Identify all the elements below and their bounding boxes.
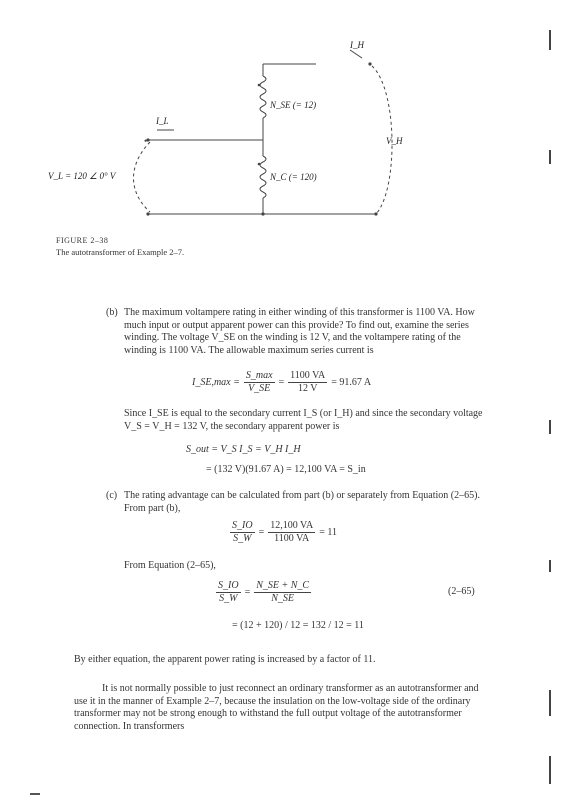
eq4-num-r: N_SE + N_C [256,580,310,591]
equation-series-current [192,370,371,395]
margin-rule [549,690,551,716]
terminal-dot [368,62,371,65]
eq3-num-r: 12,100 VA [270,520,314,531]
equation-2-65 [216,580,311,605]
common-winding-coil [260,156,266,198]
eq4-equals: = [244,587,251,598]
eq3-den-l: S_W [233,533,252,544]
eq1-den: V_SE [248,383,271,394]
margin-rule [549,560,551,572]
vl-label: V_L = 120 ∠ 0° V [48,171,116,181]
il-label: I_L [156,116,169,126]
eq4-right-fraction [254,580,311,605]
vh-label: V_H [386,136,403,146]
eq1-mid-fraction [288,370,327,395]
eq1-mid-den: 12 V [297,383,318,394]
closing-paragraph: It is not normally possible to just reconnect an ordinary transformer as an autotransformer and use it in the manner of Example 2–7, because the insulation on the low-voltage side of the ordinary transformer may not be strong enough to withstand the full output voltage of the autotransformer connection. In transformers [74,683,479,732]
margin-rule [549,756,551,784]
eq1-equals: = [278,377,285,388]
eq2-line2: = (132 V)(91.67 A) = 12,100 VA = S_in [206,464,366,475]
eq4-line2: = (12 + 120) / 12 = 132 / 12 = 11 [232,620,364,631]
page-corner-mark [30,793,40,795]
terminal-dot [374,212,377,215]
polarity-dot [258,84,261,87]
eq1-result: = 91.67 A [331,377,372,388]
equation-rating-ratio [230,520,337,545]
series-winding-coil [260,76,266,118]
part-c-text2: From Equation (2–65), [124,560,216,571]
part-b-text: The maximum voltampere rating in either winding of this transformer is 1100 VA. How much input or output apparent power can this provide? To find out, examine the series winding. The voltage V_SE on the winding is 12 V, and the voltampere rating of the winding is 1100 VA. The allowable maximum series current is [124,307,475,356]
junction-dot [261,212,264,215]
eq3-right-fraction [268,520,315,545]
eq4-left-fraction [216,580,241,605]
eq4-den-r: N_SE [271,593,295,604]
eq3-den-r: 1100 VA [274,533,310,544]
eq3-left-fraction [230,520,255,545]
figure-caption-title: FIGURE 2–38 [56,236,109,245]
plus-sign: • [144,136,148,146]
eq3-equals: = [258,527,265,538]
margin-rule [549,30,551,50]
eq2-line1: S_out = V_S I_S = V_H I_H [186,444,301,455]
terminal-dot [146,212,149,215]
closing-line: By either equation, the apparent power rating is increased by a factor of 11. [74,654,376,665]
margin-rule [549,150,551,164]
polarity-dot [258,163,261,166]
nc-label: N_C (= 120) [270,172,317,182]
nse-label: N_SE (= 12) [270,100,317,110]
ih-label: I_H [350,40,364,50]
part-c-text: The rating advantage can be calculated from part (b) or separately from Equation (2–65). From part (b), [124,490,480,514]
part-b-text2: Since I_SE is equal to the secondary current I_S (or I_H) and since the secondary voltage V_S = V_H = 132 V, the secondary apparent power is [124,408,483,432]
equation-number: (2–65) [448,586,475,597]
eq4-den-l: S_W [219,593,238,604]
ih-current-arrow [350,50,362,58]
eq3-num-l: S_IO [232,520,253,531]
eq1-num: S_max [245,370,273,381]
autotransformer-circuit-figure [0,0,564,260]
vl-voltage-arc [134,142,151,212]
eq1-lhs: I_SE,max = [192,377,240,388]
eq4-num-l: S_IO [218,580,239,591]
part-c-label: (c) [106,490,118,501]
part-b-label: (b) [106,307,118,318]
eq1-mid-num: 1100 VA [290,370,326,381]
eq1-fraction [244,370,275,395]
figure-caption-text: The autotransformer of Example 2–7. [56,247,185,257]
margin-rule [549,420,551,434]
eq3-result: = 11 [319,527,337,538]
